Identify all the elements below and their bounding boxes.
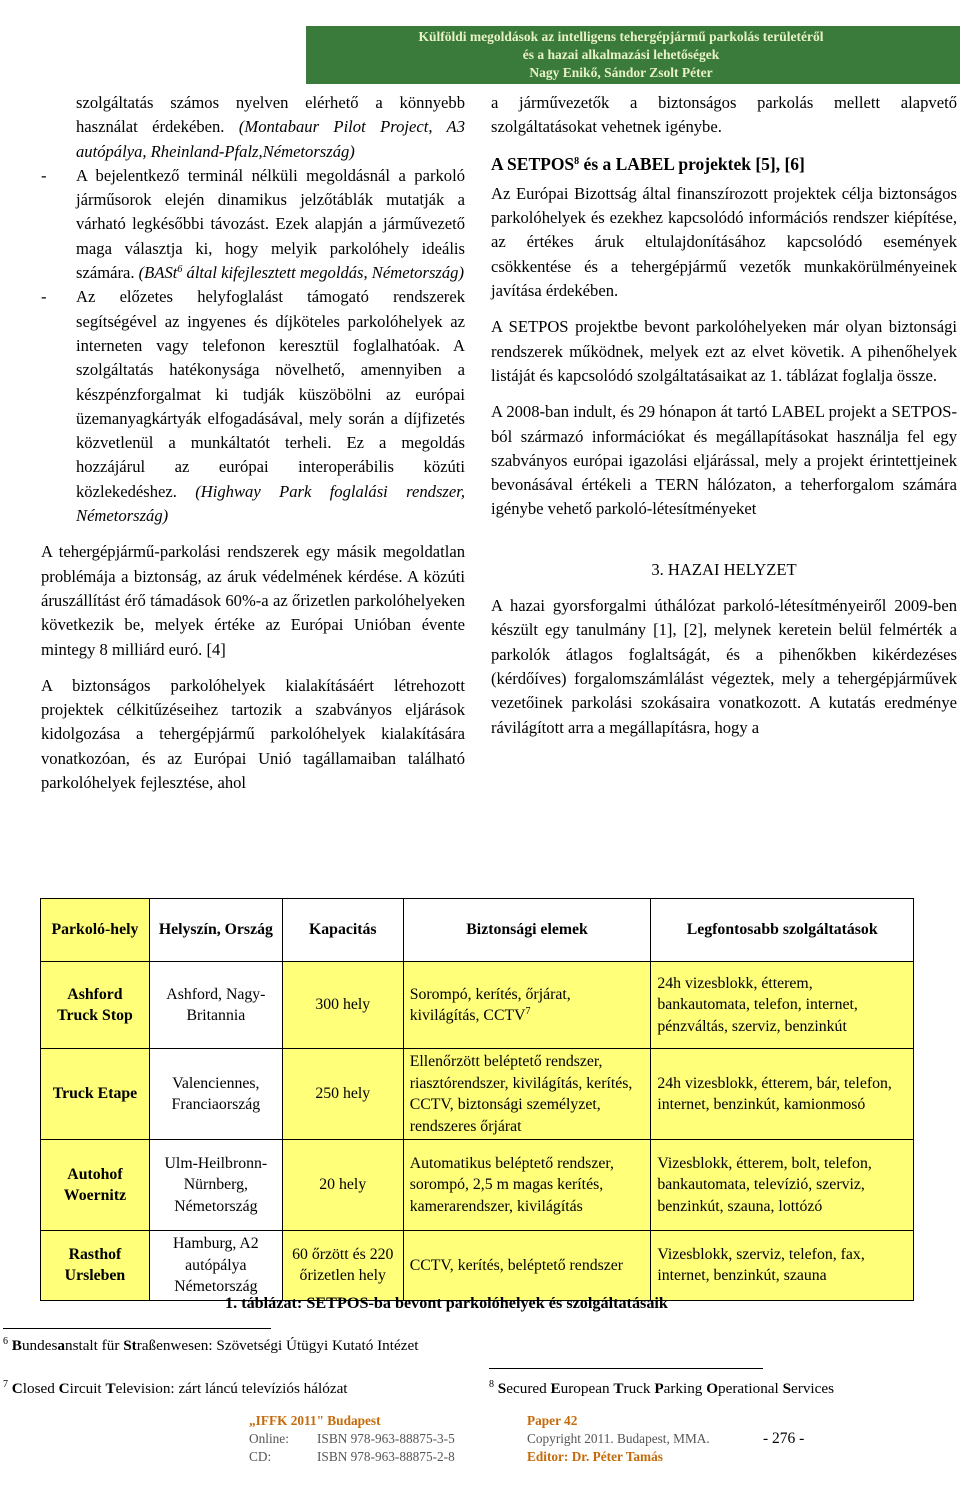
left-bullet-2	[41, 164, 465, 285]
text: Online:	[249, 1431, 289, 1446]
right-paragraph-2: Az Európai Bizottság által finanszírozott projektek célja biztonságos parkolóhelyek és ezekhez kapcsolódó információs rendszer kiépítése, az értékes áruk eltulajdonításához kapcsolódó események csökkentése és a tehergépjármű vezetők munkakörülményeinek javítása érdekében.	[491, 183, 957, 301]
footnote-number: 8	[489, 1379, 494, 1390]
table-caption: 1. táblázat: SETPOS-ba bevont parkolóhelyek és szolgáltatásaik	[225, 1294, 668, 1312]
footnote-ref-7: 7	[525, 1006, 531, 1017]
table-cell-name: Autohof Woernitz	[41, 1140, 150, 1231]
example-reference: (Montabaur Pilot Project, A3 autópálya, Rheinland-Pfalz,Németország)	[76, 117, 465, 161]
text: arking	[663, 1380, 707, 1397]
text: A SETPOS	[491, 153, 575, 174]
table-cell-name: Rasthof Ursleben	[41, 1231, 150, 1301]
table-header-cell: Legfontosabb szolgáltatások	[651, 899, 914, 962]
left-paragraph-5: A biztonságos parkolóhelyek kialakításáért létrehozott projektek célkitűzéseihez tartozik a szabványos eljárások kidolgozása a tehergépjármű parkolóhelyek kialakítására vonatkozóan, és az Európai Unió tagállamaiban található parkolóhelyek fejlesztése, ahol	[41, 675, 465, 793]
footnote-8	[489, 1378, 957, 1399]
setpos-table	[40, 898, 914, 1301]
text: perational	[718, 1380, 783, 1397]
text: T	[613, 1380, 624, 1397]
header-title: Külföldi megoldások az intelligens tehergépjármű parkolás területéről	[418, 29, 824, 44]
header-subtitle: és a hazai alkalmazási lehetőségek	[522, 47, 720, 62]
text: ecured	[506, 1380, 551, 1397]
table-header-cell: Helyszín, Ország	[149, 899, 282, 962]
text: Az előzetes helyfoglalást támogató rendszerek segítségével az ingyenes és díjköteles parkolóhelyek az interneten vagy telefonon keresztül foglalhatóak. A szolgáltatás hatékonysága növelhető, amennyiben a készpénzforgalmat ki tudják küszöbölni az európai üzemanyagkártyák elfogadásával, mely során a díjfizetés közvetlenül a munkáltatót terheli. Ez a megoldás hozzájárul az európai interoperábilis közúti közlekedéshez.	[76, 287, 465, 501]
table-cell-security: Automatikus beléptető rendszer, sorompó, 2,5 m magas kerítés, kamerarendszer, kivilágítás	[403, 1140, 651, 1231]
footnote-rule	[489, 1368, 763, 1369]
footnote-ref-8: 8	[574, 155, 580, 167]
text: ISBN 978-963-88875-3-5	[317, 1431, 455, 1446]
footer-conference	[249, 1412, 455, 1466]
text: raßenwesen: Szövetségi Útügyi Kutató Intézet	[136, 1337, 419, 1354]
text: szolgáltatás számos nyelven elérhető a könnyebb használat érdekében.	[76, 93, 465, 137]
right-paragraph-5: A hazai gyorsforgalmi úthálózat parkoló-létesítményeiről 2009-ben készült egy tanulmány [1], [2], melynek keretein belül felmérték a parkolók átlagos foglaltságát, és a pihenőkben kikérdezéses (kérdőíves) forgalomszámlálást végeztek, mely a tehergépjárművek vezetőinek parkolási szokásaira vonatkozott. A kutatás eredménye rávilágított arra a megállapításra, hogy a	[491, 596, 957, 737]
left-bullet-1	[41, 91, 465, 164]
copyright: Copyright 2011. Budapest, MMA.	[527, 1431, 710, 1446]
section-heading-setpos	[491, 152, 957, 176]
text: P	[654, 1380, 664, 1397]
table-cell-capacity: 250 hely	[282, 1049, 403, 1140]
text: uropean	[560, 1380, 614, 1397]
running-header	[306, 26, 960, 84]
text: C	[11, 1380, 23, 1397]
page-number: - 276 -	[763, 1430, 805, 1447]
text: S	[782, 1380, 792, 1397]
table-cell-name: Ashford Truck Stop	[41, 962, 150, 1049]
table-cell-capacity: 20 hely	[282, 1140, 403, 1231]
table-cell-name: Truck Etape	[41, 1049, 150, 1140]
text: St	[123, 1337, 137, 1354]
text: Sorompó, kerítés, őrjárat, kivilágítás, CCTV	[409, 985, 571, 1024]
text: elevision: zárt láncú televíziós hálózat	[115, 1380, 348, 1397]
left-paragraph-4: A tehergépjármű-parkolási rendszerek egy másik megoldatlan problémája a biztonság, az áruk védelmének kérdése. A közúti áruszállítást érő támadások 60%-a az őrizetlen parkolóhelyeken következik be, melyek értéke az Európai Unióban évente mintegy 8 milliárd euró. [4]	[41, 542, 465, 659]
table-cell-security: CCTV, kerítés, beléptető rendszer	[403, 1231, 651, 1301]
text: undes	[21, 1337, 58, 1354]
footnote-number: 6	[3, 1336, 8, 1347]
right-paragraph-1: a járművezetők a biztonságos parkolás mellett alapvető szolgáltatásokat vehetnek igénybe.	[491, 93, 957, 137]
table-cell-security	[403, 962, 651, 1049]
header-authors: Nagy Enikő, Sándor Zsolt Péter	[529, 65, 713, 80]
footnote-6	[3, 1335, 473, 1356]
text: a	[57, 1337, 65, 1354]
table-cell-location: Ashford, Nagy-Britannia	[149, 962, 282, 1049]
right-paragraph-3: A SETPOS projektbe bevont parkolóhelyeken már olyan biztonsági rendszerek működnek, melyek ezt az elvet követik. A pihenőhelyek listáját és kapcsolódó szolgáltatásaikat az 1. táblázat foglalja össze.	[491, 317, 957, 385]
example-reference	[139, 263, 464, 282]
table-header-cell: Biztonsági elemek	[403, 899, 651, 962]
left-bullet-3	[41, 285, 465, 528]
text: A bejelentkező terminál nélküli megoldásnál a parkoló járműsorok elején dinamikus jelzőtáblák mutatják a várható legkésőbbi távozást. Ezek alapján a járművezető maga választja ki, hogy melyik parkolóhely ideális számára.	[76, 165, 465, 283]
footer-paper	[527, 1412, 710, 1466]
bullet-dash: -	[41, 165, 47, 185]
text: S	[497, 1380, 507, 1397]
footnote-7	[3, 1378, 473, 1399]
table-cell-security: Ellenőrzött beléptető rendszer, riasztórendszer, kivilágítás, kerítés, CCTV, biztonsági személyzet, rendszeres őrjárat	[403, 1049, 651, 1140]
text: B	[11, 1337, 22, 1354]
footnote-ref-6: 6	[177, 264, 183, 276]
text: E	[550, 1380, 561, 1397]
table-row	[41, 1049, 914, 1140]
text: T	[105, 1380, 116, 1397]
section-heading-hazai: 3. HAZAI HELYZET	[651, 559, 797, 579]
text: (BASt	[138, 263, 178, 283]
table-header-cell: Kapacitás	[282, 899, 403, 962]
text: nstalt für	[64, 1337, 124, 1354]
footnote-number: 7	[3, 1379, 8, 1390]
table-header-row	[41, 899, 914, 962]
paper-number: Paper 42	[527, 1413, 578, 1428]
table-cell-location: Valenciennes, Franciaország	[149, 1049, 282, 1140]
isbn-online	[249, 1430, 455, 1448]
bullet-dash: -	[41, 287, 47, 307]
text: O	[706, 1380, 719, 1397]
table-cell-location: Ulm-Heilbronn-Nürnberg, Németország	[149, 1140, 282, 1231]
isbn-cd	[249, 1448, 455, 1466]
left-column	[41, 91, 465, 795]
table-cell-services: Vizesblokk, szerviz, telefon, fax, internet, benzinkút, szauna	[651, 1231, 914, 1301]
text: ircuit	[69, 1380, 106, 1397]
right-paragraph-4: A 2008-ban indult, és 29 hónapon át tartó LABEL projekt a SETPOS-ból származó információkat és megállapításokat használja fel egy szabványos európai igazolási eljárással, mely a projekt érintettjeinek bevonásával értékeli a TERN hálózaton, a teherforgalom számára igénybe vehető parkoló-létesítményeket	[491, 402, 957, 519]
table-header-cell: Parkoló-hely	[41, 899, 150, 962]
text: és a LABEL projektek [5], [6]	[579, 153, 805, 174]
table-row	[41, 1140, 914, 1231]
table-row	[41, 962, 914, 1049]
table-cell-capacity: 60 őrzött és 220 őrizetlen hely	[282, 1231, 403, 1301]
text: losed	[22, 1380, 59, 1397]
table-row	[41, 1231, 914, 1301]
table-cell-services: 24h vizesblokk, étterem, bankautomata, telefon, internet, pénzváltás, szerviz, benzinkút	[651, 962, 914, 1049]
table-cell-services: 24h vizesblokk, étterem, bár, telefon, internet, benzinkút, kamionmosó	[651, 1049, 914, 1140]
table-cell-capacity: 300 hely	[282, 962, 403, 1049]
footnote-rule	[3, 1328, 271, 1329]
text: által kifejlesztett megoldás, Németország)	[182, 263, 464, 283]
table-cell-location: Hamburg, A2 autópálya Németország	[149, 1231, 282, 1301]
text: CD:	[249, 1449, 272, 1464]
text: ISBN 978-963-88875-2-8	[317, 1449, 455, 1464]
text: C	[58, 1380, 70, 1397]
editor: Editor: Dr. Péter Tamás	[527, 1449, 663, 1464]
example-reference: (Highway Park foglalási rendszer, Németország)	[76, 481, 465, 526]
text: ervices	[791, 1380, 835, 1397]
table-cell-services: Vizesblokk, étterem, bolt, telefon, bankautomata, televízió, szerviz, benzinkút, szauna, lottózó	[651, 1140, 914, 1231]
right-column	[491, 91, 957, 740]
text: ruck	[623, 1380, 655, 1397]
conference-name: „IFFK 2011" Budapest	[249, 1413, 381, 1428]
